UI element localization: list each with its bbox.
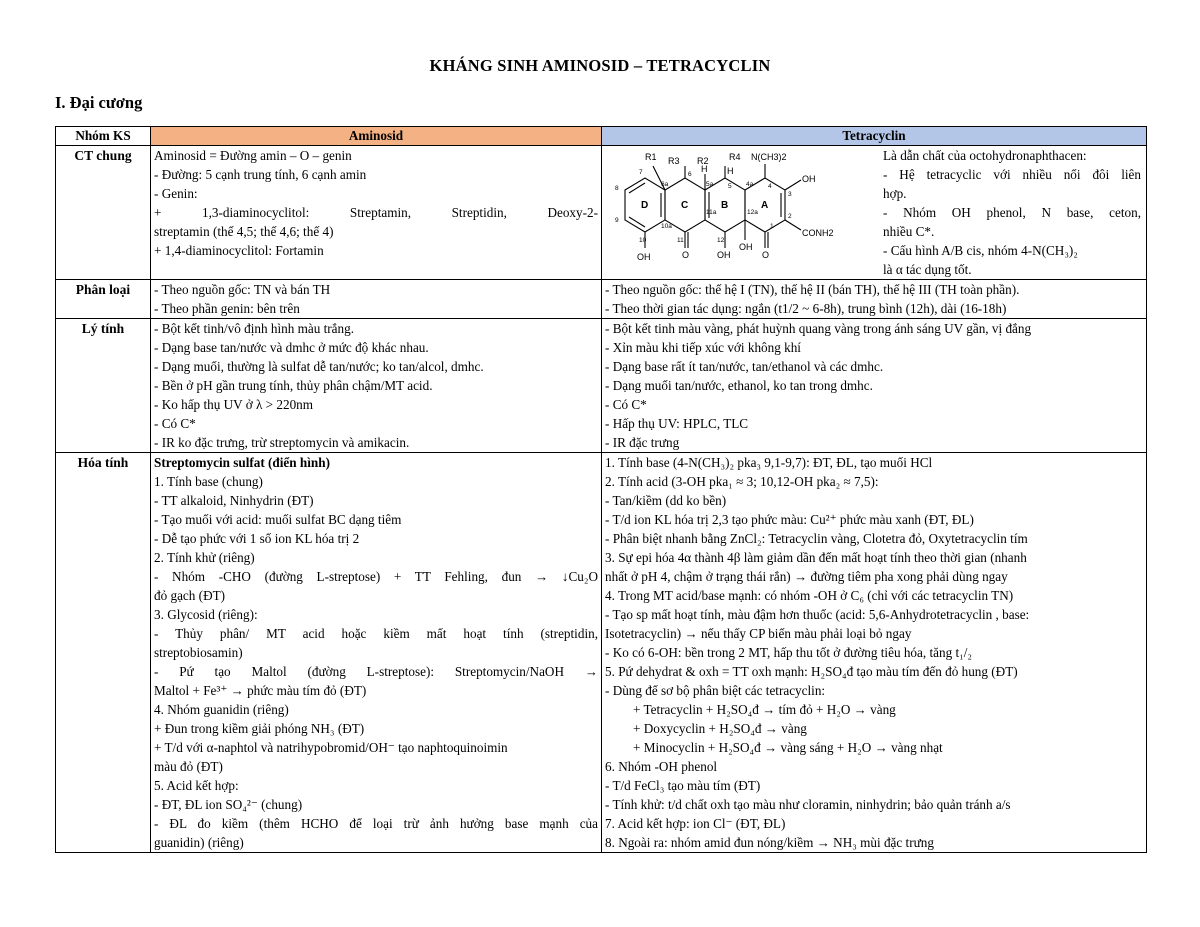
cell-line: - Dùng để sơ bộ phân biệt các tetracyclin: <box>605 683 826 698</box>
cell-line: - Xỉn màu khi tiếp xúc với không khí <box>605 340 801 355</box>
cell-line: - Ko hấp thụ UV ở λ > 220nm <box>154 397 314 412</box>
cell-line: - Nhóm -CHO (đường L-streptose) + TT Fehling, đun → ↓Cu₂O <box>154 569 598 584</box>
cell-line: - Theo nguồn gốc: thế hệ I (TN), thế hệ II (bán TH), thế hệ III (TH toàn phần). <box>605 282 1020 297</box>
cell-line: - IR đặc trưng <box>605 435 680 450</box>
cell-line: - Genin: <box>154 186 198 201</box>
cell-line: - Hấp thụ UV: HPLC, TLC <box>605 416 749 431</box>
cell-line: 2. Tính acid (3-OH pka₁ ≈ 3; 10,12-OH pka₂ ≈ 7,5): <box>605 474 879 489</box>
pos-1: 1 <box>770 223 774 230</box>
cell-line: 1. Tính base (4-N(CH₃)₂ pka₃ 9,1-9,7): ĐT, ĐL, tạo muối HCl <box>605 455 933 470</box>
label-r2: R2 <box>697 156 709 166</box>
cell-lt-tetracyclin <box>602 319 1147 453</box>
cell-pl-tetracyclin <box>602 280 1147 319</box>
cell-line: + T/d với α-naphtol và natrihypobromid/OH⁻ tạo naphtoquinoimin <box>154 740 508 755</box>
table-header-row <box>56 127 1147 146</box>
label-oh-top: OH <box>802 174 816 184</box>
cell-line: + Doxycyclin + H₂SO₄đ → vàng <box>633 721 807 736</box>
pos-10: 10 <box>639 237 647 244</box>
pos-4a: 4a <box>746 181 754 188</box>
cell-line: màu đỏ (ĐT) <box>154 759 223 774</box>
cell-line: nhiều C*. <box>883 224 935 239</box>
header-group: Nhóm KS <box>56 127 151 146</box>
cell-line: 1. Tính base (chung) <box>154 474 263 489</box>
pos-11: 11 <box>677 237 684 244</box>
label-ring-b: B <box>721 200 729 211</box>
cell-line: - T/d FeCl₃ tạo màu tím (ĐT) <box>605 778 761 793</box>
cell-line: - Ko có 6-OH: bền trong 2 MT, hấp thu tốt ở đường tiêu hóa, tăng t₁/₂ <box>605 645 973 660</box>
cell-line: Aminosid = Đường amin – O – genin <box>154 148 352 163</box>
cell-line: - IR ko đặc trưng, trừ streptomycin và amikacin. <box>154 435 410 450</box>
pos-5: 5 <box>728 183 732 190</box>
cell-line: + Đun trong kiềm giải phóng NH₃ (ĐT) <box>154 721 365 736</box>
label-r1: R1 <box>645 152 657 162</box>
cell-line: - T/d ion KL hóa trị 2,3 tạo phức màu: Cu²⁺ phức màu xanh (ĐT, ĐL) <box>605 512 974 527</box>
pos-10a: 10a <box>661 223 672 230</box>
cell-lt-aminosid <box>151 319 602 453</box>
header-aminosid: Aminosid <box>151 127 602 146</box>
label-oh-b1: OH <box>637 252 651 262</box>
cell-line: - Pứ tạo Maltol (đường L-streptose): Streptomycin/NaOH → <box>154 664 598 679</box>
pos-9: 9 <box>615 217 619 224</box>
pos-11a: 11a <box>706 209 717 216</box>
label-o-b1: O <box>682 250 690 260</box>
cell-line: - ĐL đo kiềm (thêm HCHO để loại trừ ảnh hưởng base mạnh của <box>154 816 598 831</box>
cell-line: - Nhóm OH phenol, N base, ceton, <box>883 205 1141 220</box>
label-h1: H <box>701 164 708 174</box>
cell-line: - Thủy phân/ MT acid hoặc kiềm mất hoạt tính (streptidin, <box>154 626 598 641</box>
label-oh-b3: OH <box>739 242 753 252</box>
cell-line: streptobiosamin) <box>154 645 243 660</box>
cell-line: 5. Acid kết hợp: <box>154 778 239 793</box>
cell-line: - Đường: 5 cạnh trung tính, 6 cạnh amin <box>154 167 367 182</box>
cell-line: 4. Nhóm guanidin (riêng) <box>154 702 289 717</box>
table-row-pl <box>56 280 1147 319</box>
tetracyclin-structure-image <box>605 148 875 276</box>
cell-line: Là dẫn chất của octohydronaphthacen: <box>883 148 1087 163</box>
cell-line: - Dạng muối, thường là sulfat dễ tan/nước; ko tan/alcol, dmhc. <box>154 359 484 374</box>
table-row-ct <box>56 146 1147 280</box>
cell-line: - Bột kết tinh màu vàng, phát huỳnh quang vàng trong ánh sáng UV gần, vị đắng <box>605 321 1032 336</box>
cell-line: 8. Ngoài ra: nhóm amid đun nóng/kiềm → NH₃ mùi đặc trưng <box>605 835 934 850</box>
table-row-lt <box>56 319 1147 453</box>
cell-line: 2. Tính khử (riêng) <box>154 550 255 565</box>
cell-line: guanidin) (riêng) <box>154 835 244 850</box>
row-label-ht: Hóa tính <box>56 453 151 853</box>
label-oh-b2: OH <box>717 250 731 260</box>
row-label-lt: Lý tính <box>56 319 151 453</box>
cell-ht-aminosid <box>151 453 602 853</box>
cell-line: + Tetracyclin + H₂SO₄đ → tím đỏ + H₂O → vàng <box>633 702 896 717</box>
cell-line: - Theo nguồn gốc: TN và bán TH <box>154 282 331 297</box>
cell-line: - Theo phần genin: bên trên <box>154 301 300 316</box>
header-tetracyclin: Tetracyclin <box>602 127 1147 146</box>
cell-line: hợp. <box>883 186 907 201</box>
tetracyclin-structure-notes <box>883 146 1141 279</box>
pos-12: 12 <box>717 237 725 244</box>
label-r3: R3 <box>668 156 680 166</box>
cell-line: - Phân biệt nhanh bằng ZnCl₂: Tetracyclin vàng, Clotetra đỏ, Oxytetracyclin tím <box>605 531 1028 546</box>
cell-line: - Tạo muối với acid: muối sulfat BC dạng tiêm <box>154 512 402 527</box>
cell-line: - Dạng muối tan/nước, ethanol, ko tan trong dmhc. <box>605 378 873 393</box>
pos-12a: 12a <box>747 209 758 216</box>
cell-line: - Cấu hình A/B cis, nhóm 4-N(CH₃)₂ <box>883 243 1078 258</box>
cell-line: 7. Acid kết hợp: ion Cl⁻ (ĐT, ĐL) <box>605 816 786 831</box>
label-ring-d: D <box>641 200 649 211</box>
cell-line: - Tính khử: t/d chất oxh tạo màu như cloramin, ninhydrin; bảo quản tránh a/s <box>605 797 1011 812</box>
pos-2: 2 <box>788 213 792 220</box>
cell-line: - Có C* <box>154 416 196 431</box>
pos-8: 8 <box>615 185 619 192</box>
cell-line: - Tạo sp mất hoạt tính, màu đậm hơn thuốc (acid: 5,6-Anhydrotetracyclin , base: <box>605 607 1030 622</box>
table-row-ht <box>56 453 1147 853</box>
row-label-pl: Phân loại <box>56 280 151 319</box>
cell-line: - Hệ tetracyclic với nhiều nối đôi liên <box>883 167 1141 182</box>
cell-line: 4. Trong MT acid/base mạnh: có nhóm -OH ở C₆ (chỉ với các tetracyclin TN) <box>605 588 1014 603</box>
cell-line: - TT alkaloid, Ninhydrin (ĐT) <box>154 493 314 508</box>
cell-line: + Minocyclin + H₂SO₄đ → vàng sáng + H₂O → vàng nhạt <box>633 740 943 755</box>
pos-6a: 6a <box>661 181 669 188</box>
cell-ht-tetracyclin <box>602 453 1147 853</box>
cell-line: - Bột kết tinh/vô định hình màu trắng. <box>154 321 354 336</box>
cell-line: - Dạng base rất ít tan/nước, tan/ethanol và các dmhc. <box>605 359 884 374</box>
cell-line: streptamin (thế 4,5; thế 4,6; thế 4) <box>154 224 334 239</box>
cell-line: 3. Glycosid (riêng): <box>154 607 258 622</box>
cell-pl-aminosid <box>151 280 602 319</box>
label-o-b2: O <box>762 250 770 260</box>
comparison-table <box>55 126 1147 853</box>
cell-line: 3. Sự epi hóa 4α thành 4β làm giảm dần đến mất hoạt tính theo thời gian (nhanh <box>605 550 1027 565</box>
cell-line: đỏ gạch (ĐT) <box>154 588 226 603</box>
cell-line: + 1,3-diaminocyclitol: Streptamin, Streptidin, Deoxy-2- <box>154 205 598 220</box>
cell-line: - Theo thời gian tác dụng: ngắn (t1/2 ~ 6-8h), trung bình (12h), dài (16-18h) <box>605 301 1007 316</box>
row-label-ct: CT chung <box>56 146 151 280</box>
cell-line: - Tan/kiềm (dd ko bền) <box>605 493 727 508</box>
label-r4: R4 <box>729 152 741 162</box>
cell-line: - Có C* <box>605 397 647 412</box>
label-h2: H <box>727 166 734 176</box>
cell-line: - ĐT, ĐL ion SO₄²⁻ (chung) <box>154 797 303 812</box>
cell-line: nhất ở pH 4, chậm ở trạng thái rắn) → đường tiêm pha xong phải dùng ngay <box>605 569 1008 584</box>
cell-line: - Bền ở pH gần trung tính, thủy phân chậm/MT acid. <box>154 378 433 393</box>
label-conh2: CONH2 <box>802 228 834 238</box>
label-ring-c: C <box>681 200 689 211</box>
cell-line: + 1,4-diaminocyclitol: Fortamin <box>154 243 324 258</box>
cell-line: Isotetracyclin) → nếu thấy CP biến màu phải loại bỏ ngay <box>605 626 912 641</box>
cell-line: Maltol + Fe³⁺ → phức màu tím đỏ (ĐT) <box>154 683 367 698</box>
cell-line: Streptomycin sulfat (điển hình) <box>154 455 330 470</box>
pos-4: 4 <box>768 183 772 190</box>
label-nme2: N(CH3)2 <box>751 152 787 162</box>
pos-3: 3 <box>788 191 792 198</box>
page-title: KHÁNG SINH AMINOSID – TETRACYCLIN <box>429 56 771 75</box>
label-ring-a: A <box>761 200 769 211</box>
cell-ct-aminosid <box>151 146 602 280</box>
cell-line: 5. Pứ dehydrat & oxh = TT oxh mạnh: H₂SO₄đ tạo màu tím đến đỏ hung (ĐT) <box>605 664 1018 679</box>
cell-line: 6. Nhóm -OH phenol <box>605 759 718 774</box>
section-heading: I. Đại cương <box>55 93 143 112</box>
cell-ct-tetracyclin <box>602 146 1147 280</box>
cell-line: - Dễ tạo phức với 1 số ion KL hóa trị 2 <box>154 531 360 546</box>
pos-5a: 5a <box>706 181 714 188</box>
cell-line: - Dạng base tan/nước và dmhc ở mức độ khác nhau. <box>154 340 429 355</box>
pos-7: 7 <box>639 169 643 176</box>
cell-line: là α tác dụng tốt. <box>883 262 972 277</box>
pos-6: 6 <box>688 171 692 178</box>
